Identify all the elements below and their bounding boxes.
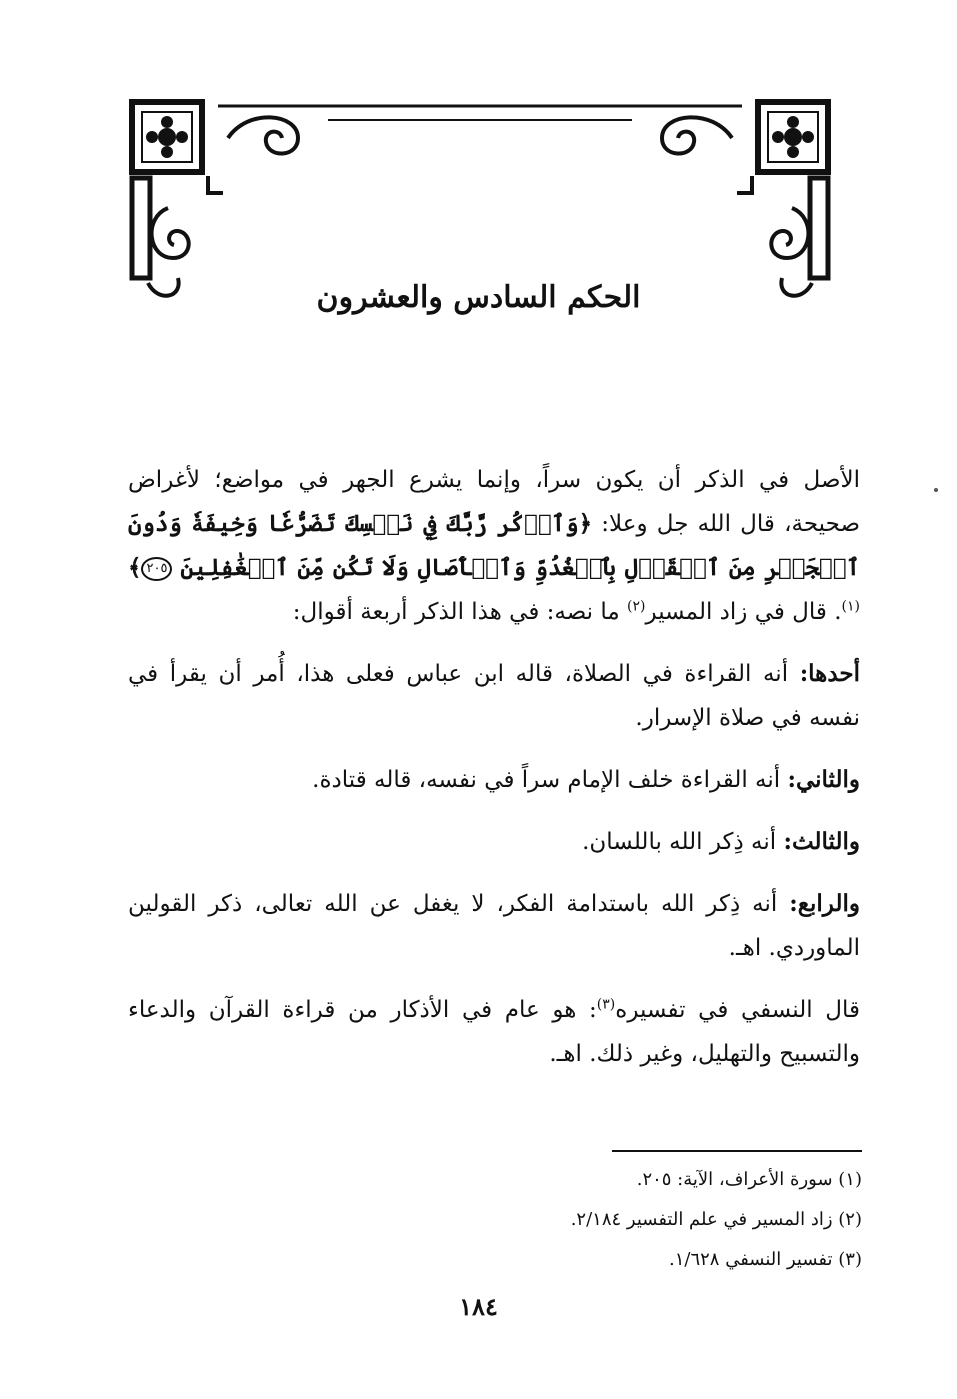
footnote-item — [162, 1200, 862, 1240]
ayah-number-marker: ٢٠٥ — [141, 557, 172, 581]
chapter-title: الحكم السادس والعشرون — [316, 280, 641, 315]
intro-text-cont: . قال في زاد المسير — [645, 599, 842, 625]
footnotes-list — [162, 1160, 862, 1280]
opinion-third — [128, 820, 860, 864]
ornamental-header-frame — [128, 98, 832, 308]
opinion-third-text: أنه ذِكر الله باللسان. — [582, 829, 784, 855]
intro-paragraph — [128, 458, 860, 634]
opinion-first-label: أحدها: — [799, 660, 860, 687]
footnote-item — [162, 1160, 862, 1200]
opinion-second-label: والثاني: — [787, 766, 860, 793]
intro-text-end: ما نصه: في هذا الذكر أربعة أقوال: — [292, 599, 628, 625]
footnote-number: (٣) — [838, 1249, 862, 1270]
opinion-third-label: والثالث: — [783, 828, 860, 855]
main-text — [128, 458, 860, 1094]
opinion-first-text: أنه القراءة في الصلاة، قاله ابن عباس فعلى هذا، أُمر أن يقرأ في نفسه في صلاة الإسرار. — [128, 661, 860, 731]
opinion-first — [128, 652, 860, 740]
footnote-text: سورة الأعراف، الآية: ٢٠٥. — [636, 1169, 833, 1190]
footnote-separator — [612, 1150, 862, 1152]
opinion-fourth — [128, 882, 860, 970]
opinion-second-text: أنه القراءة خلف الإمام سراً في نفسه، قاله قتادة. — [312, 767, 788, 793]
footnote-text: تفسير النسفي ١/٦٢٨. — [668, 1249, 833, 1270]
opinion-fourth-text: أنه ذِكر الله باستدامة الفكر، لا يغفل عن الله تعالى، ذكر القولين الماوردي. اهـ. — [128, 891, 860, 961]
page-number: ١٨٤ — [459, 1292, 498, 1321]
opinion-fourth-label: والرابع: — [789, 890, 860, 917]
footnote-ref-1: (١) — [841, 598, 860, 615]
nasafi-text-end: : هو عام في الأذكار من قراءة القرآن والدعاء والتسبيح والتهليل، وغير ذلك. اهـ. — [128, 997, 860, 1067]
opinion-second — [128, 758, 860, 802]
nasafi-text-start: قال النسفي في تفسيره — [615, 997, 860, 1023]
footnote-number: (٢) — [838, 1209, 862, 1230]
quran-close-bracket: ﴾ — [128, 554, 142, 581]
quran-verse: ﴿وَٱذۡكُر رَّبَّكَ فِي نَفۡسِكَ تَضَرُّعٗا وَخِيفَةٗ وَدُونَ ٱلۡجَهۡرِ مِنَ ٱلۡقَوۡلِ بِٱلۡغُدُوِّ وَٱلۡأٓصَالِ وَلَا تَكُن مِّنَ ٱلۡغَٰفِلِينَ — [128, 510, 860, 581]
intro-text: الأصل في الذكر أن يكون سراً، وإنما يشرع الجهر في مواضع؛ لأغراض صحيحة، قال الله جل وعلا: — [128, 467, 860, 537]
footnote-number: (١) — [838, 1169, 862, 1190]
footnote-ref-2: (٢) — [627, 598, 646, 615]
footnote-text: زاد المسير في علم التفسير ٢/١٨٤. — [570, 1209, 833, 1230]
nasafi-paragraph — [128, 988, 860, 1076]
footnote-ref-3: (٣) — [596, 996, 616, 1013]
margin-speck — [934, 488, 938, 492]
footnote-item — [162, 1240, 862, 1280]
